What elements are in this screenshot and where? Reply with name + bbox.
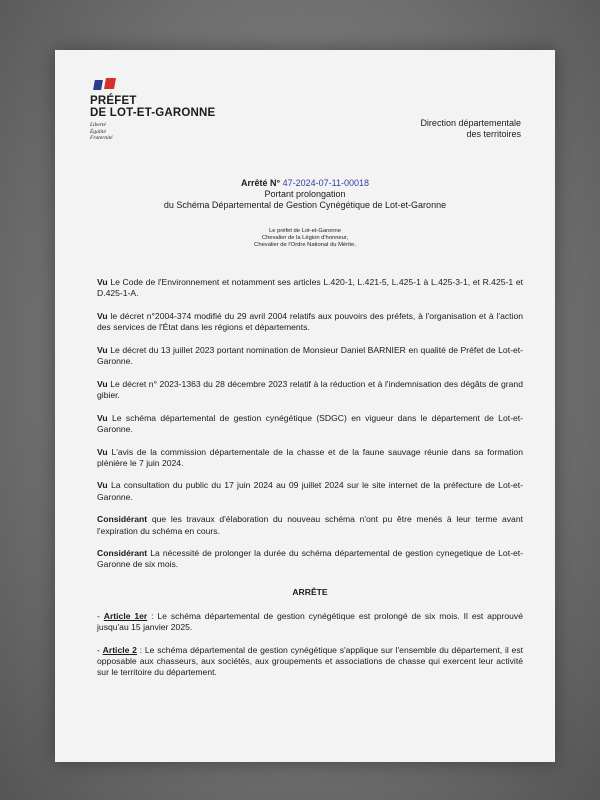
considerant-paragraph	[97, 514, 523, 536]
visa-text: La consultation du public du 17 juin 2024 au 09 juillet 2024 sur le site internet de la préfecture de Lot-et-Garonne.	[97, 480, 523, 502]
arrete-number: 47-2024-07-11-00018	[282, 178, 370, 188]
considerant-lead: Considérant	[97, 514, 148, 525]
visa-lead: Vu	[97, 310, 108, 321]
direction-header	[420, 118, 521, 140]
considerant-lead: Considérant	[97, 548, 148, 559]
prefet-title-line2: DE LOT-ET-GARONNE	[90, 107, 216, 119]
document-page	[55, 50, 555, 762]
considerant-paragraph	[97, 548, 523, 570]
document-body	[97, 277, 523, 690]
visa-lead: Vu	[97, 344, 108, 355]
republic-motto	[90, 122, 215, 142]
visa-lead: Vu	[97, 277, 108, 287]
article-paragraph	[97, 645, 523, 679]
article-text: : Le schéma départemental de gestion cynégétique s'applique sur l'ensemble du département, il est opposable aux chasseurs, aux sociétés, aux groupements et associations de chasse qui exercent leur activité sur le territoire du département.	[97, 644, 524, 678]
arrete-label: Arrêté N°	[240, 178, 281, 188]
article-label: Article 2	[102, 644, 137, 655]
prefet-block	[55, 228, 555, 249]
article-prefix: -	[97, 644, 103, 655]
arrete-number-line	[55, 178, 555, 189]
arrete-heading: ARRÊTE	[292, 586, 328, 597]
prefet-title-line1: PRÉFET	[90, 95, 137, 107]
title-line2: Portant prolongation	[264, 189, 346, 199]
considerant-text: que les travaux d'élaboration du nouveau schéma n'ont pu être menés à leur terme avant l'expiration du schéma en cours.	[97, 514, 523, 536]
visa-paragraph	[97, 447, 523, 469]
article-prefix: -	[97, 610, 104, 621]
title-line3: du Schéma Départemental de Gestion Cynégétique de Lot-et-Garonne	[163, 200, 447, 210]
visa-paragraph	[97, 345, 523, 367]
prefet-line1: Le préfet de Lot-et-Garonne	[269, 228, 341, 234]
document-title	[55, 178, 555, 211]
visa-lead: Vu	[97, 480, 108, 491]
visa-paragraph	[97, 277, 523, 299]
marianne-flag-icon	[90, 78, 120, 90]
visa-text: Le décret n° 2023-1363 du 28 décembre 2023 relatif à la réduction et à l'indemnisation des dégâts de grand gibier.	[97, 378, 523, 400]
visa-lead: Vu	[97, 378, 108, 389]
visa-paragraph	[97, 480, 523, 502]
article-text: : Le schéma départemental de gestion cynégétique est prolongé de six mois. Il est approuvé jusqu'au 15 janvier 2025.	[97, 610, 524, 633]
visa-paragraph	[97, 311, 523, 333]
direction-line2: des territoires	[466, 129, 521, 139]
visa-text: Le Code de l'Environnement et notamment ses articles L.420-1, L.421-5, L.425-1 à L.425-3-1, et R.425-1 et D.425-1-A.	[97, 277, 523, 299]
visa-text: Le schéma départemental de gestion cynégétique (SDGC) en vigueur dans le département de Lot-et-Garonne.	[97, 412, 524, 434]
motto-fraternite: Fraternité	[90, 135, 113, 141]
visa-lead: Vu	[97, 412, 108, 423]
motto-liberte: Liberté	[90, 122, 106, 128]
considerant-text: La nécessité de prolonger la durée du schéma départemental de gestion cynegetique de Lot-et-Garonne de six mois.	[97, 548, 523, 570]
visa-paragraph	[97, 379, 523, 401]
article-label: Article 1er	[103, 610, 148, 621]
prefecture-logo	[90, 78, 215, 142]
prefet-line2: Chevalier de la Légion d'honneur,	[261, 235, 349, 241]
direction-line1: Direction départementale	[420, 118, 521, 128]
motto-egalite: Égalité	[90, 128, 106, 135]
visa-text: Le décret du 13 juillet 2023 portant nomination de Monsieur Daniel BARNIER en qualité de Préfet de Lot-et-Garonne.	[97, 344, 523, 367]
article-paragraph	[97, 611, 523, 633]
visa-lead: Vu	[97, 446, 108, 457]
prefet-line3: Chevalier de l'Ordre National du Mérite,	[254, 242, 356, 248]
visa-paragraph	[97, 413, 523, 435]
visa-text: le décret n°2004-374 modifié du 29 avril 2004 relatifs aux pouvoirs des préfets, à l'organisation et à l'action des services de l'État dans les régions et départements.	[97, 310, 523, 333]
visa-text: L'avis de la commission départementale de la chasse et de la faune sauvage réunie dans sa formation plénière le 7 juin 2024.	[97, 446, 523, 468]
